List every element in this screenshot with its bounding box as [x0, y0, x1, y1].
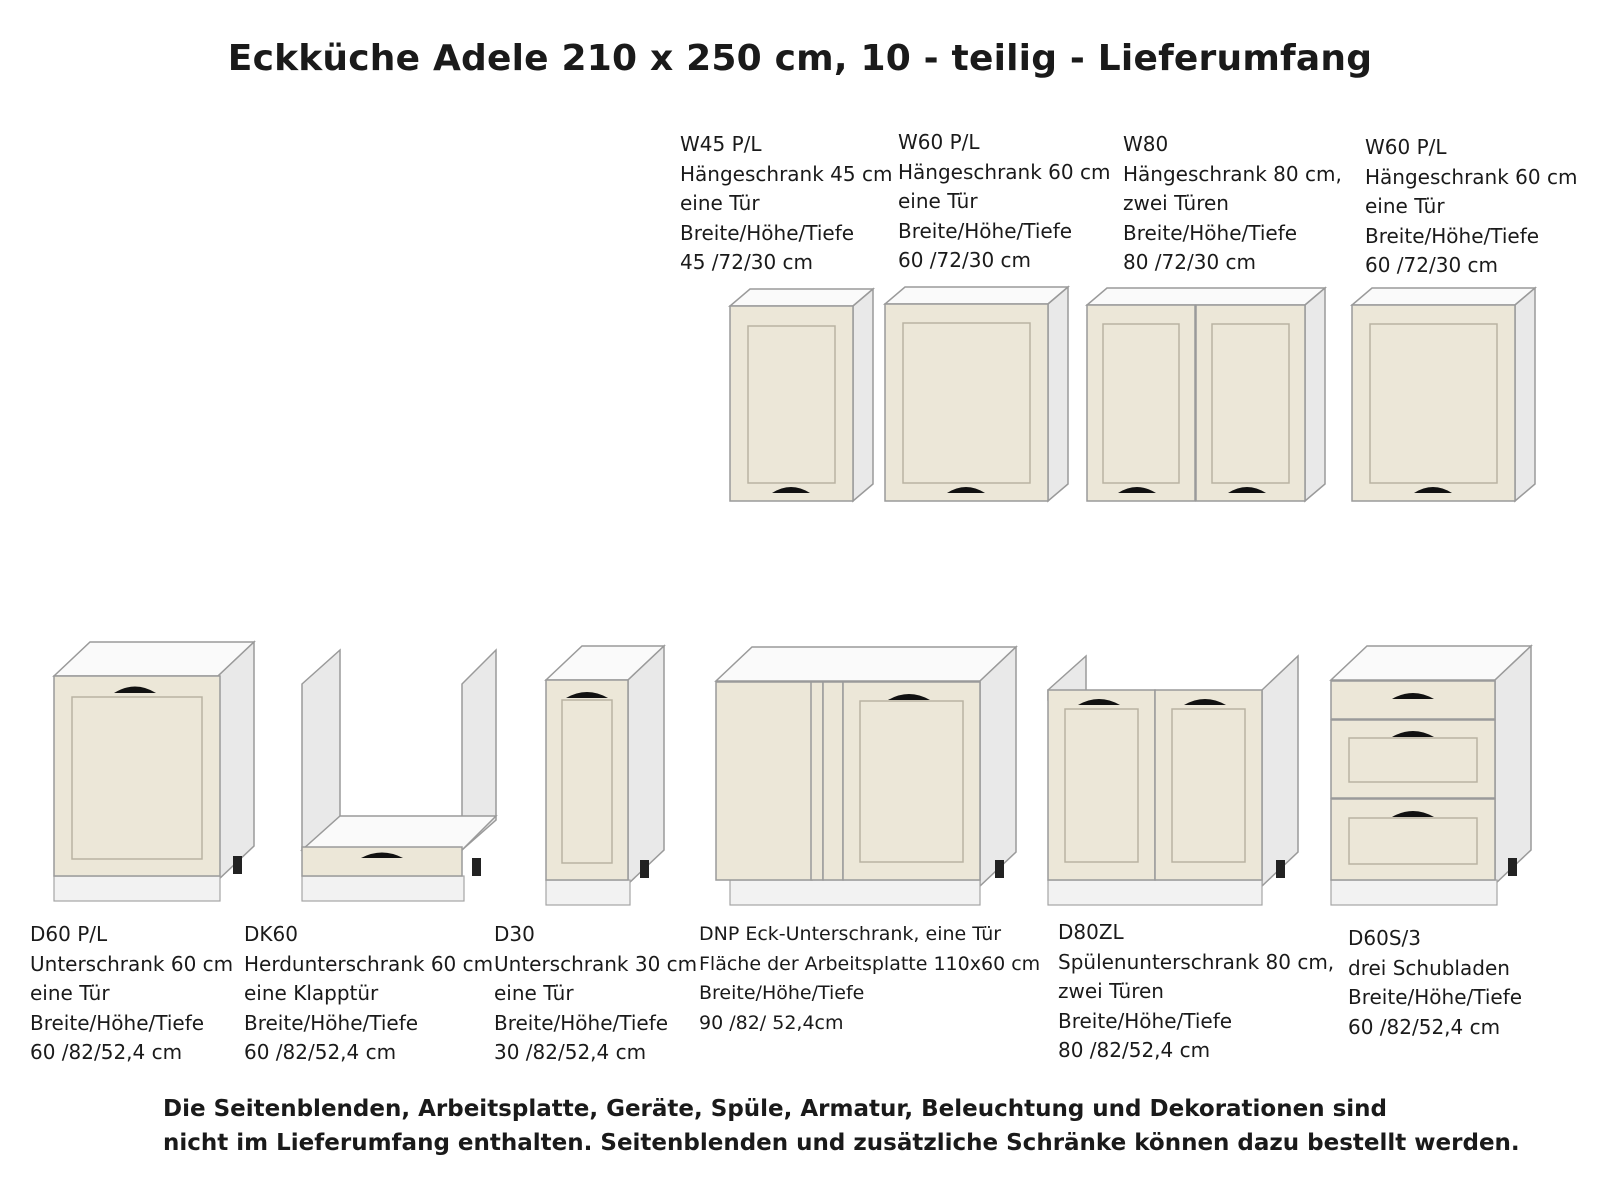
spec-code: D60S/3	[1348, 926, 1422, 950]
footer-line-1: Die Seitenblenden, Arbeitsplatte, Geräte, Spüle, Armatur, Beleuchtung und Dekorationen sind	[163, 1096, 1387, 1122]
spec-name: Unterschrank 30 cm	[494, 951, 698, 976]
base-cabinet-dk60	[302, 650, 496, 901]
spec-name: Fläche der Arbeitsplatte 110x60 cm	[699, 952, 1041, 975]
spec-code: W60 P/L	[1365, 135, 1447, 159]
spec-doors: eine Tür	[1365, 194, 1445, 218]
wall-cabinet-w80	[1087, 288, 1325, 501]
spec-doors: eine Tür	[680, 191, 760, 215]
base-cabinet-dnp	[716, 647, 1016, 905]
spec-dims: 60 /82/52,4 cm	[1348, 1014, 1501, 1039]
spec-dims: 80 /72/30 cm	[1123, 250, 1257, 274]
spec-code: D80ZL	[1058, 920, 1124, 944]
spec-code: W60 P/L	[898, 130, 980, 154]
spec-dims-label: Breite/Höhe/Tiefe	[680, 220, 855, 245]
base-cabinet-d80zl	[1048, 656, 1298, 905]
spec-doors: eine Tür	[494, 981, 574, 1005]
spec-dims: 30 /82/52,4 cm	[494, 1040, 647, 1064]
spec-name: Hängeschrank 60 cm	[898, 159, 1111, 184]
wall-cabinet-w60-b	[1352, 288, 1535, 501]
spec-name: Spülenunterschrank 80 cm,	[1058, 949, 1335, 974]
spec-name: Hängeschrank 80 cm,	[1123, 161, 1342, 186]
spec-name: Unterschrank 60 cm	[30, 951, 234, 976]
spec-dims-label: Breite/Höhe/Tiefe	[1348, 985, 1523, 1009]
spec-dims: 80 /82/52,4 cm	[1058, 1038, 1211, 1062]
spec-dims-label: Breite/Höhe/Tiefe	[244, 1010, 419, 1035]
page-title: Eckküche Adele 210 x 250 cm, 10 - teilig - Lieferumfang	[227, 38, 1373, 79]
spec-dims-label: Breite/Höhe/Tiefe	[30, 1010, 205, 1035]
spec-dims-label: Breite/Höhe/Tiefe	[699, 982, 865, 1004]
spec-dims: 60 /72/30 cm	[898, 248, 1032, 272]
footer-line-2: nicht im Lieferumfang enthalten. Seitenblenden und zusätzliche Schränke können dazu bestellt werden.	[163, 1130, 1520, 1156]
spec-name: Herdunterschrank 60 cm	[244, 951, 494, 976]
spec-dims: 45 /72/30 cm	[680, 250, 814, 274]
spec-doors: eine Klapptür	[244, 981, 379, 1005]
spec-code: D30	[494, 922, 535, 946]
spec-name: Hängeschrank 45 cm	[680, 161, 893, 186]
spec-code: DNP Eck-Unterschrank, eine Tür	[699, 923, 1002, 945]
spec-doors: eine Tür	[898, 189, 978, 213]
spec-name: Hängeschrank 60 cm	[1365, 164, 1578, 189]
spec-name: drei Schubladen	[1348, 955, 1510, 980]
spec-dims-label: Breite/Höhe/Tiefe	[494, 1010, 669, 1035]
spec-dims: 60 /82/52,4 cm	[244, 1040, 397, 1064]
spec-code: DK60	[244, 922, 298, 946]
spec-code: W45 P/L	[680, 132, 762, 156]
spec-dims-label: Breite/Höhe/Tiefe	[1123, 220, 1298, 245]
spec-dims: 60 /72/30 cm	[1365, 253, 1499, 277]
spec-doors: zwei Türen	[1058, 979, 1164, 1003]
base-cabinet-d60	[54, 642, 254, 901]
spec-dims: 60 /82/52,4 cm	[30, 1040, 183, 1064]
wall-cabinet-w45	[730, 289, 873, 501]
spec-dims-label: Breite/Höhe/Tiefe	[898, 218, 1073, 243]
spec-code: W80	[1123, 132, 1169, 156]
spec-doors: zwei Türen	[1123, 191, 1229, 215]
spec-dims: 90 /82/ 52,4cm	[699, 1011, 844, 1034]
spec-dims-label: Breite/Höhe/Tiefe	[1365, 223, 1540, 248]
spec-code: D60 P/L	[30, 922, 108, 946]
wall-cabinet-w60-a	[885, 287, 1068, 501]
spec-doors: eine Tür	[30, 981, 110, 1005]
spec-dims-label: Breite/Höhe/Tiefe	[1058, 1008, 1233, 1033]
base-cabinet-d30	[546, 646, 664, 905]
base-cabinet-d60s3	[1331, 646, 1531, 905]
